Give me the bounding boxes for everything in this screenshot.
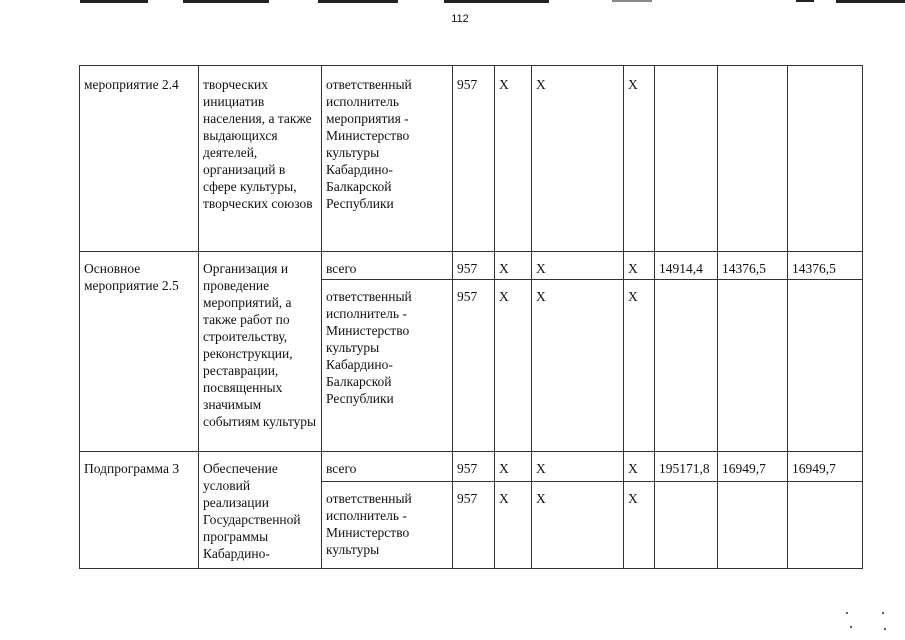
program-name-cell: мероприятие 2.4: [80, 66, 199, 252]
program-title-cell: творческих инициатив населения, а также выдающихся деятелей, организаций в сфере культуры, творческих союзов: [199, 66, 322, 252]
code-cell: 957: [453, 452, 495, 482]
scan-speck: [850, 626, 852, 628]
x-cell: X: [532, 252, 624, 280]
value-cell: [655, 482, 718, 569]
scan-speck: [846, 612, 848, 614]
code-cell: 957: [453, 482, 495, 569]
value-cell: 14376,5: [718, 252, 788, 280]
code-cell: 957: [453, 66, 495, 252]
top-rule: [796, 0, 814, 2]
value-cell: 14914,4: [655, 252, 718, 280]
top-rule: [836, 0, 905, 3]
value-cell: 195171,8: [655, 452, 718, 482]
funding-source-cell: всего: [322, 252, 453, 280]
x-cell: X: [532, 280, 624, 452]
value-cell: [655, 280, 718, 452]
x-cell: X: [532, 452, 624, 482]
top-rule: [612, 0, 652, 2]
funding-source-cell: ответственный исполнитель - Министерство культуры Кабардино-Балкарской Республики: [322, 280, 453, 452]
value-cell: [788, 280, 863, 452]
x-cell: X: [532, 482, 624, 569]
table-row: [80, 66, 863, 252]
code-cell: 957: [453, 252, 495, 280]
value-cell: [788, 482, 863, 569]
scan-speck: [884, 628, 886, 630]
program-title-cell: Организация и проведение мероприятий, а также работ по строительству, реконструкции, реставрации, посвященных значимым событиям культуры: [199, 252, 322, 452]
value-cell: [718, 66, 788, 252]
value-cell: 14376,5: [788, 252, 863, 280]
value-cell: [655, 66, 718, 252]
value-cell: [788, 66, 863, 252]
funding-source-cell: ответственный исполнитель мероприятия - Министерство культуры Кабардино-Балкарской Республики: [322, 66, 453, 252]
x-cell: X: [624, 66, 655, 252]
top-rule: [183, 0, 269, 3]
program-title-cell: Обеспечение условий реализации Государственной программы Кабардино-: [199, 452, 322, 569]
program-name-cell: Подпрограмма 3: [80, 452, 199, 569]
table-row: [80, 252, 863, 280]
x-cell: X: [624, 452, 655, 482]
top-rule: [318, 0, 398, 3]
x-cell: X: [495, 280, 532, 452]
value-cell: [718, 280, 788, 452]
x-cell: X: [532, 66, 624, 252]
funding-source-cell: ответственный исполнитель - Министерство культуры: [322, 482, 453, 569]
top-rule: [80, 0, 148, 3]
x-cell: X: [495, 252, 532, 280]
x-cell: X: [624, 280, 655, 452]
x-cell: X: [495, 66, 532, 252]
top-rule: [444, 0, 549, 3]
value-cell: 16949,7: [718, 452, 788, 482]
table-row: [80, 452, 863, 482]
value-cell: 16949,7: [788, 452, 863, 482]
x-cell: X: [495, 482, 532, 569]
page-number: 112: [451, 13, 469, 25]
budget-table: [79, 65, 863, 569]
program-name-cell: Основное мероприятие 2.5: [80, 252, 199, 452]
x-cell: X: [624, 252, 655, 280]
code-cell: 957: [453, 280, 495, 452]
funding-source-cell: всего: [322, 452, 453, 482]
scan-speck: [882, 612, 884, 614]
x-cell: X: [495, 452, 532, 482]
value-cell: [718, 482, 788, 569]
x-cell: X: [624, 482, 655, 569]
